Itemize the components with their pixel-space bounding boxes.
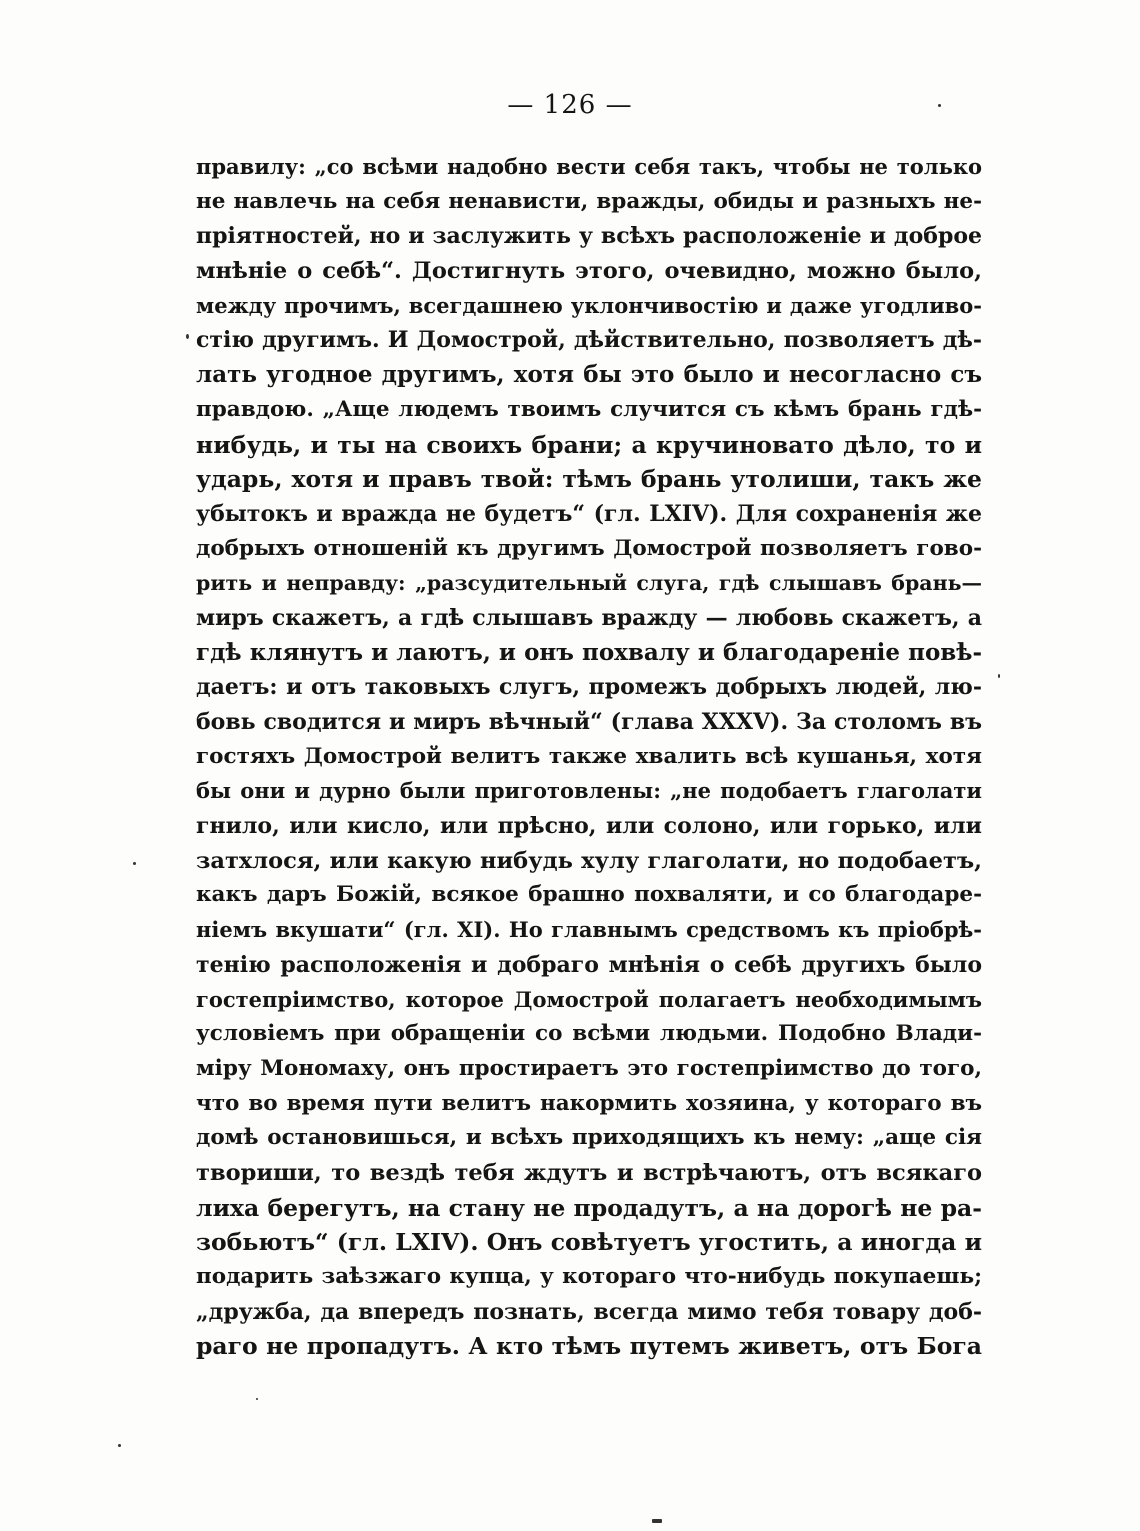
text-line: ніемъ вкушати“ (гл. XI). Но главнымъ средствомъ къ пріобрѣ- (196, 917, 982, 943)
text-line: добрыхъ отношеній къ другимъ Домострой позволяетъ гово- (196, 535, 982, 561)
text-line: что во время пути велитъ накормить хозяина, у котораго въ (196, 1090, 982, 1116)
text-line: даетъ: и отъ таковыхъ слугъ, промежъ добрыхъ людей, лю- (196, 674, 982, 701)
text-line: бовь сводится и миръ вѣчный“ (глава XXXV). За столомъ въ (196, 709, 982, 735)
text-line: рить и неправду: „разсудительный слуга, гдѣ слышавъ брань— (196, 571, 982, 596)
text-line: убытокъ и вражда не будетъ“ (гл. LXIV). Для сохраненія же (196, 500, 982, 527)
text-line: миръ скажетъ, а гдѣ слышавъ вражду — любовь скажетъ, а (196, 604, 982, 631)
text-line: твориши, то вездѣ тебя ждутъ и встрѣчаютъ, отъ всякаго (196, 1159, 982, 1186)
scan-speck (938, 104, 941, 107)
scan-speck (998, 674, 1000, 678)
text-line: „дружба, да впередъ познать, всегда мимо тебя товару доб- (196, 1298, 982, 1325)
scan-speck (652, 1519, 662, 1523)
text-line: подарить заѣзжаго купца, у котораго что-нибудь покупаешь; (196, 1264, 982, 1289)
text-line: лиха берегутъ, на стану не продадутъ, а на дорогѣ не ра- (196, 1193, 982, 1222)
text-line: между прочимъ, всегдашнею уклончивостію и даже угодливо- (196, 292, 982, 318)
page-number: — 126 — (507, 90, 633, 120)
text-line: затхлося, или какую нибудь хулу глаголати, но подобаетъ, (196, 847, 982, 874)
body-text (196, 150, 982, 1364)
text-line: міру Мономаху, онъ простираетъ это гостепріимство до того, (196, 1055, 982, 1081)
scan-speck (133, 862, 136, 865)
text-line: правилу: „со всѣми надобно вести себя такъ, чтобы не только (196, 154, 982, 179)
scan-speck (256, 1398, 258, 1400)
text-line: бы они и дурно были приготовлены: „не подобаетъ глаголати (196, 778, 982, 804)
text-line: пріятностей, но и заслужить у всѣхъ расположеніе и доброе (196, 223, 982, 250)
text-line: правдою. „Аще людемъ твоимъ случится съ кѣмъ брань гдѣ- (196, 396, 982, 422)
text-line: тенію расположенія и добраго мнѣнія о себѣ другихъ было (196, 951, 982, 978)
text-line: условіемъ при обращеніи со всѣми людьми. Подобно Влади- (196, 1021, 982, 1047)
scan-speck (118, 1444, 121, 1447)
text-line: какъ даръ Божій, всякое брашно похваляти, и со благодаре- (196, 882, 982, 908)
scan-speck (186, 334, 189, 339)
text-line: зобьютъ“ (гл. LXIV). Онъ совѣтуетъ угостить, а иногда и (196, 1228, 982, 1257)
text-line: гостяхъ Домострой велитъ также хвалить всѣ кушанья, хотя (196, 743, 982, 769)
text-line: мнѣніе о себѣ“. Достигнуть этого, очевидно, можно было, (196, 258, 982, 285)
text-line: лать угодное другимъ, хотя бы это было и несогласно съ (196, 361, 982, 389)
text-line: стію другимъ. И Домострой, дѣйствительно, позволяетъ дѣ- (196, 327, 982, 354)
text-line: гдѣ клянутъ и лаютъ, и онъ похвалу и благодареніе повѣ- (196, 638, 982, 666)
text-line: гостепріимство, которое Домострой полагаетъ необходимымъ (196, 986, 982, 1012)
text-line: нибудь, и ты на своихъ брани; а кручиновато дѣло, то и (196, 430, 982, 459)
text-line: не навлечь на себя ненависти, вражды, обиды и разныхъ не- (196, 188, 982, 214)
text-line: раго не пропадутъ. А кто тѣмъ путемъ живетъ, отъ Бога (196, 1332, 982, 1361)
text-line: ударь, хотя и правъ твой: тѣмъ брань утолиши, такъ же (196, 465, 982, 494)
text-line: домѣ остановишься, и всѣхъ приходящихъ къ нему: „аще сія (196, 1125, 982, 1151)
text-line: гнило, или кисло, или прѣсно, или солоно, или горько, или (196, 813, 982, 840)
